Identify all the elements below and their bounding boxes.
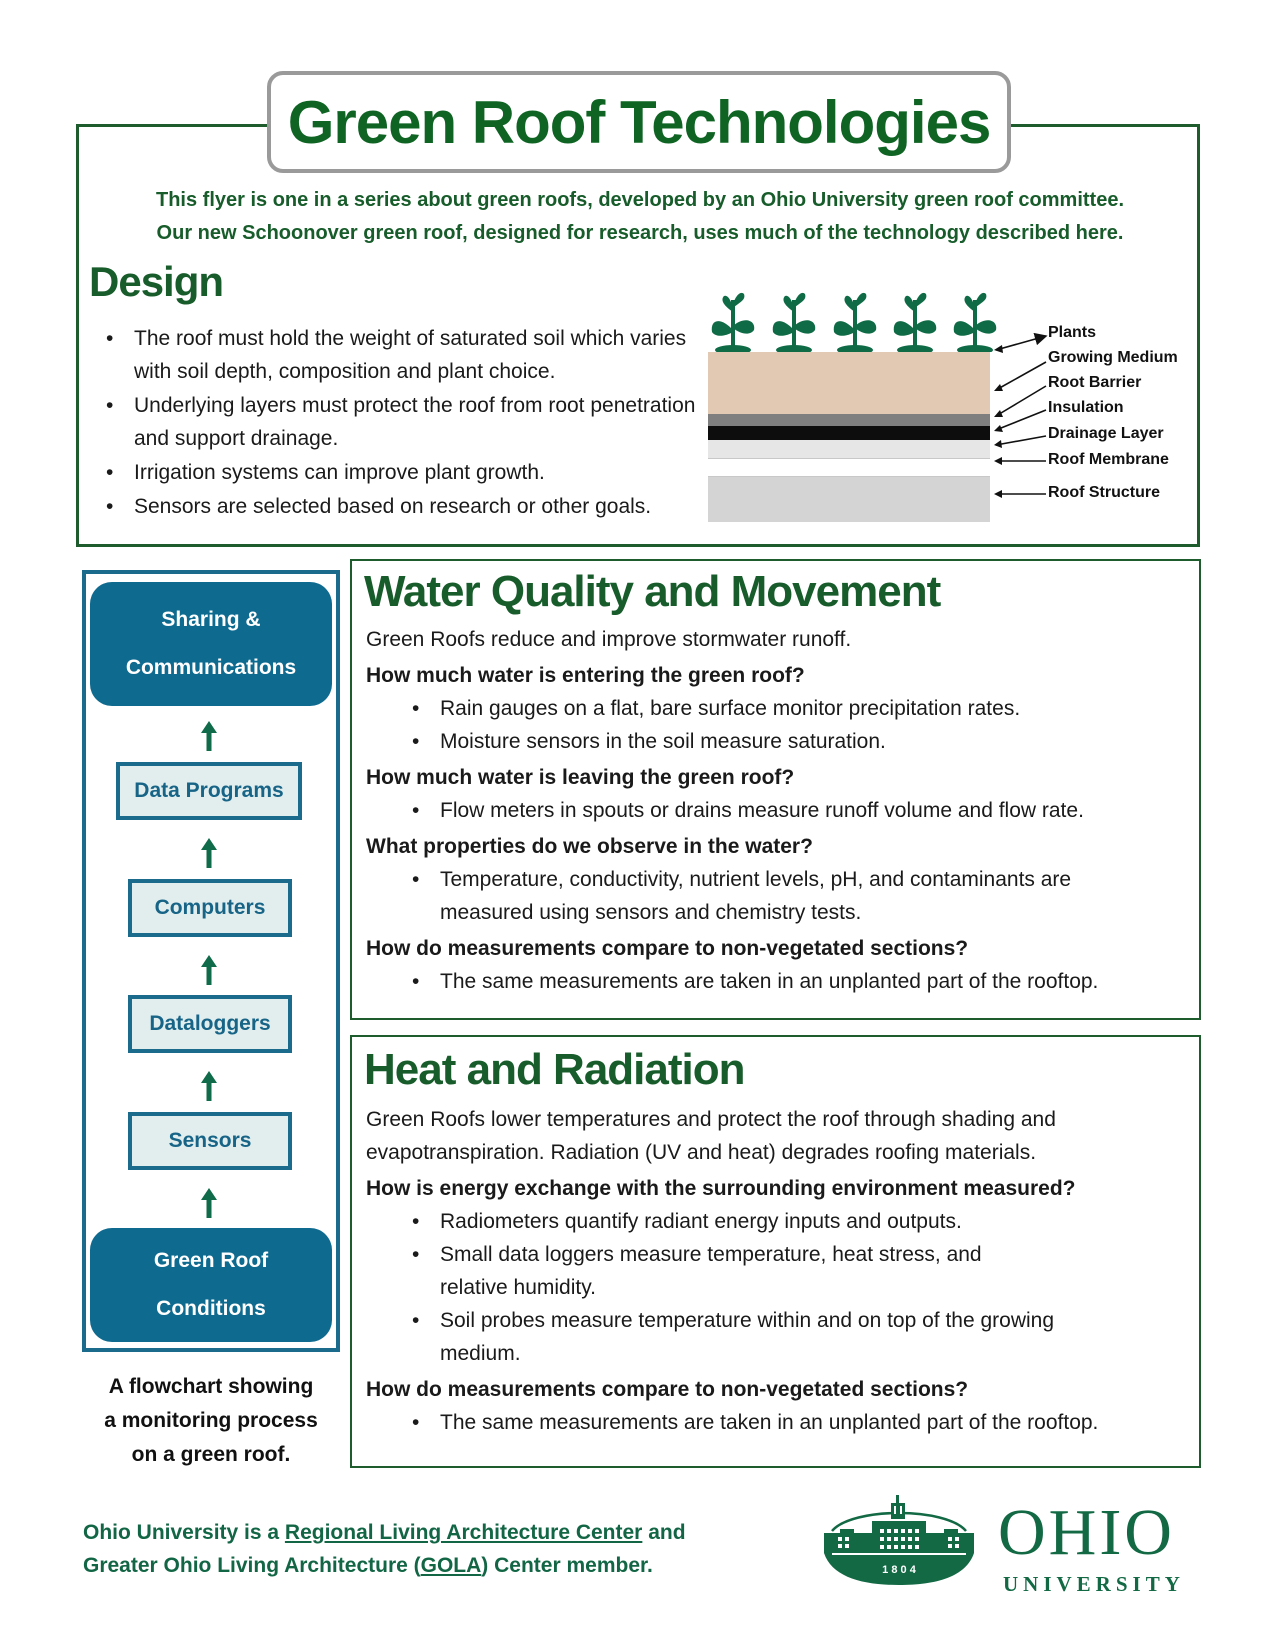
water-bullet: • Flow meters in spouts or drains measure runoff volume and flow rate.: [366, 794, 1186, 827]
caption-line: a monitoring process: [104, 1409, 318, 1432]
flow-step-computers: Computers: [128, 879, 292, 937]
water-question: How do measurements compare to non-vegetated sections?: [366, 937, 969, 960]
footer-text: ) Center member.: [481, 1554, 653, 1577]
water-question: What properties do we observe in the water?: [366, 835, 813, 858]
heat-heading: Heat and Radiation: [364, 1045, 745, 1094]
design-bullet: • Irrigation systems can improve plant growth.: [100, 456, 700, 489]
caption-line: on a green roof.: [131, 1443, 291, 1466]
label-drainage-layer: Drainage Layer: [1048, 425, 1164, 442]
footer-text: and: [642, 1521, 686, 1544]
design-bullet: • The roof must hold the weight of saturated soil which varies with soil depth, composition and plant choice.: [100, 322, 700, 388]
heat-question: How do measurements compare to non-vegetated sections?: [366, 1378, 969, 1401]
heat-bullet: • The same measurements are taken in an unplanted part of the rooftop.: [366, 1406, 1146, 1439]
water-quality-section: [350, 559, 1201, 1020]
water-bullet: • The same measurements are taken in an unplanted part of the rooftop.: [366, 965, 1186, 998]
label-plants: Plants: [1048, 324, 1097, 341]
water-question: How much water is leaving the green roof?: [366, 766, 795, 789]
arrow-up-icon: [200, 1188, 218, 1218]
label-roof-membrane: Roof Membrane: [1048, 451, 1169, 468]
design-heading: Design: [89, 258, 224, 305]
seal-year: 1 8 0 4: [882, 1564, 916, 1576]
flowchart-caption: [82, 1370, 340, 1472]
arrow-up-icon: [200, 1071, 218, 1101]
label-arrows: [700, 290, 1050, 530]
water-bullet-list: [366, 794, 1186, 827]
ohio-university-seal-icon: [822, 1493, 976, 1587]
water-bullet: • Moisture sensors in the soil measure saturation.: [366, 725, 1186, 758]
flow-step-label: Communications: [125, 656, 297, 679]
heat-intro: Green Roofs lower temperatures and protect the roof through shading and evapotranspiration. Radiation (UV and heat) degrades roofing materials.: [366, 1108, 1056, 1164]
water-intro: Green Roofs reduce and improve stormwater runoff.: [366, 628, 852, 651]
heat-bullet-list: [366, 1205, 1146, 1370]
heat-radiation-section: [350, 1035, 1201, 1468]
flow-step-sharing-communications: [90, 582, 332, 706]
water-bullet: • Temperature, conductivity, nutrient levels, pH, and contaminants are measured using sensors and chemistry tests.: [366, 863, 1186, 929]
design-bullet: • Underlying layers must protect the roof from root penetration and support drainage.: [100, 389, 700, 455]
label-root-barrier: Root Barrier: [1048, 374, 1142, 391]
heat-bullet-list: [366, 1406, 1146, 1439]
monitoring-flowchart: [82, 570, 340, 1352]
water-bullet: • Rain gauges on a flat, bare surface monitor precipitation rates.: [366, 692, 1186, 725]
heat-bullet: • Soil probes measure temperature within and on top of the growing medium.: [366, 1304, 1146, 1370]
flow-step-data-programs: Data Programs: [116, 762, 302, 820]
label-insulation: Insulation: [1048, 399, 1124, 416]
water-bullet-list: [366, 692, 1186, 758]
intro-text: [90, 184, 1190, 250]
label-growing-medium: Growing Medium: [1048, 349, 1178, 366]
university-wordmark: UNIVERSITY: [1003, 1572, 1185, 1596]
footer-text: Greater Ohio Living Architecture (: [83, 1554, 421, 1577]
heat-question: How is energy exchange with the surrounding environment measured?: [366, 1177, 1076, 1200]
water-question: How much water is entering the green roof?: [366, 664, 805, 687]
design-bullet-list: [100, 322, 700, 524]
flow-step-dataloggers: Dataloggers: [128, 995, 292, 1053]
design-bullet: • Sensors are selected based on research or other goals.: [100, 490, 700, 523]
flow-step-sensors: Sensors: [128, 1112, 292, 1170]
intro-line-2: Our new Schoonover green roof, designed for research, uses much of the technology described here.: [156, 222, 1124, 244]
caption-line: A flowchart showing: [108, 1375, 314, 1398]
footer-text: Ohio University is a: [83, 1521, 285, 1544]
water-body: [366, 623, 1186, 998]
flow-step-label: Sharing &: [161, 608, 261, 631]
arrow-up-icon: [200, 838, 218, 868]
water-bullet-list: [366, 965, 1186, 998]
footer-membership-text: [83, 1516, 686, 1582]
regional-living-architecture-link[interactable]: Regional Living Architecture Center: [284, 1521, 643, 1544]
arrow-up-icon: [200, 721, 218, 751]
intro-line-1: This flyer is one in a series about green roofs, developed by an Ohio University green roof committee.: [155, 189, 1125, 211]
ohio-wordmark: OHIO: [998, 1496, 1175, 1569]
heat-bullet: • Radiometers quantify radiant energy inputs and outputs.: [366, 1205, 1146, 1238]
flow-step-green-roof-conditions: [90, 1228, 332, 1342]
flow-step-label: Conditions: [156, 1297, 266, 1320]
arrow-up-icon: [200, 955, 218, 985]
heat-bullet: • Small data loggers measure temperature, heat stress, and relative humidity.: [366, 1238, 1146, 1304]
label-roof-structure: Roof Structure: [1048, 484, 1160, 501]
heat-body: [366, 1103, 1146, 1439]
green-roof-layer-diagram: [700, 290, 1200, 530]
page-title: Green Roof Technologies: [287, 88, 991, 156]
title-banner: [267, 71, 1011, 173]
flow-step-label: Green Roof: [153, 1249, 269, 1272]
gola-link[interactable]: GOLA: [420, 1554, 482, 1577]
water-heading: Water Quality and Movement: [364, 567, 941, 616]
water-bullet-list: [366, 863, 1186, 929]
